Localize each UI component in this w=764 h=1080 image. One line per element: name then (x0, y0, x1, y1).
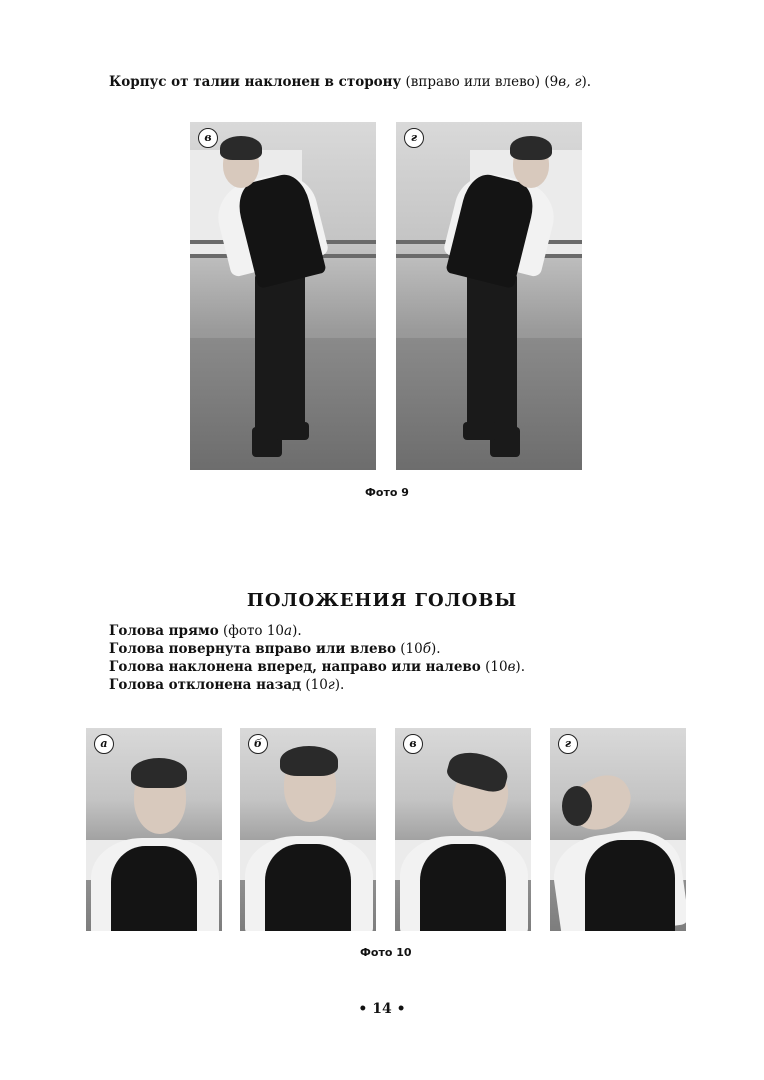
page-number: • 14 • (358, 1001, 406, 1017)
head-line-3: Голова наклонена вперед, направо или налево (10в). (109, 659, 525, 675)
photo-label-10b: б (248, 734, 268, 754)
photo-9g (396, 122, 582, 470)
photo-label-9v: в (198, 128, 218, 148)
head-line-1: Голова прямо (фото 10а). (109, 623, 302, 639)
photo-10-caption: Фото 10 (360, 946, 412, 959)
photo-label-10a: а (94, 734, 114, 754)
section-heading: ПОЛОЖЕНИЯ ГОЛОВЫ (246, 590, 518, 611)
photo-10b (240, 728, 376, 931)
photo-label-9g: г (404, 128, 424, 148)
photo-label-10g: г (558, 734, 578, 754)
head-line-4: Голова отклонена назад (10г). (109, 677, 345, 693)
photo-9-caption: Фото 9 (365, 486, 409, 499)
intro-text: Корпус от талии наклонен в сторону (вправо или влево) (9в, г). (109, 74, 592, 90)
photo-9v (190, 122, 376, 470)
photo-label-10v: в (403, 734, 423, 754)
head-line-2: Голова повернута вправо или влево (10б). (109, 641, 441, 657)
photo-10v (395, 728, 531, 931)
photo-10a (86, 728, 222, 931)
photo-10g (550, 728, 686, 931)
